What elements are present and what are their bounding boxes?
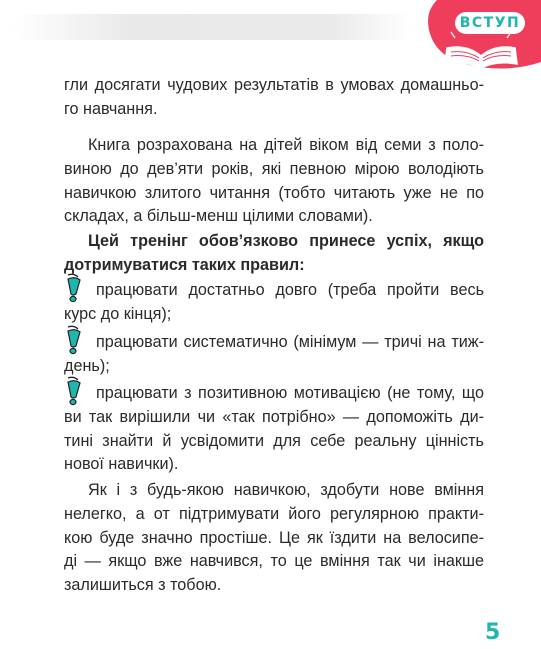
text-line: курс до кінця); [64, 304, 172, 323]
text-line: навичкою злитого читання (тобто читають уже не по [64, 183, 484, 202]
text-line: Книга розрахована на дітей віком від семи з поло- [88, 136, 484, 154]
text-line: гли досягати чудових результатів в умовах домашньо- [64, 76, 484, 94]
text-line: нелегко, а от підтримувати його регулярною практи- [64, 504, 484, 523]
text-line: нової навички). [64, 455, 179, 474]
section-tab [415, 0, 541, 74]
page-number: 5 [485, 620, 501, 645]
paragraph-closing [64, 479, 484, 598]
text-line: виною до дев’яти років, які певною мірою володіють [64, 159, 484, 178]
text-line: працювати систематично (мінімум — тричі на тиж- [96, 333, 484, 351]
paragraph-3-rules-intro [64, 230, 484, 278]
text-line: ви так вирішили чи «так потрібно» — допоможіть ди- [64, 407, 484, 426]
text-line: ді — якщо вже навчився, то це вміння так чи інакше [64, 552, 484, 571]
exclamation-icon [62, 376, 90, 406]
text-line: залишиться з тобою. [64, 576, 222, 595]
text-line: складах, а більш-менш цілими словами). [64, 207, 373, 226]
text-line: го навчання. [64, 99, 158, 118]
rule-item-2 [64, 331, 484, 379]
exclamation-icon [62, 273, 90, 303]
text-line: кою буде значно простіше. Це як їздити на велосипе- [64, 528, 484, 547]
rule-item-3 [64, 382, 484, 477]
exclamation-icon [62, 325, 90, 355]
text-line: працювати достатньо довго (треба пройти весь [96, 281, 484, 299]
top-decorative-strip [12, 14, 412, 40]
text-line: день); [64, 356, 110, 375]
text-line: Як і з будь-якою навичкою, здобути нове вміння [88, 481, 484, 499]
text-line: тині знайти й усвідомити для себе реальну цінність [64, 431, 484, 450]
rule-item-1 [64, 279, 484, 327]
paragraph-1 [64, 74, 484, 122]
paragraph-2 [64, 134, 484, 229]
text-line: Цей тренінг обов’язково принесе успіх, якщо [88, 232, 484, 250]
text-line: працювати з позитивною мотивацією (не тому, що [96, 384, 484, 402]
text-line: дотримуватися таких правил: [64, 255, 305, 274]
section-tab-label: ВСТУП [455, 12, 525, 34]
